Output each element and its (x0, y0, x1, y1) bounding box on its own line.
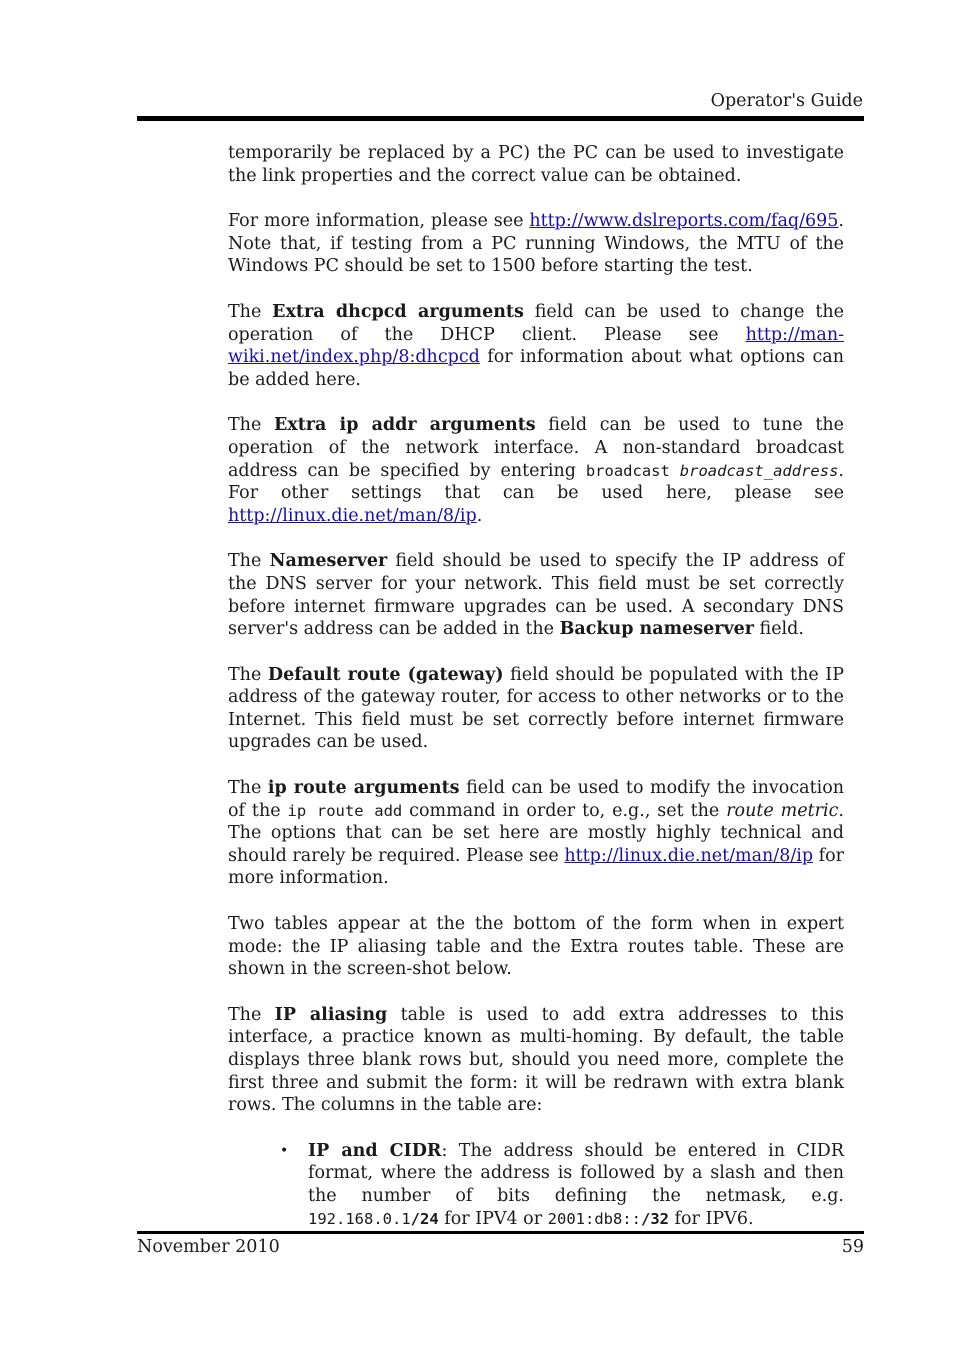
ip-manual-link[interactable]: http://linux.die.net/man/8/ip (228, 505, 477, 526)
page-number: 59 (841, 1237, 864, 1257)
term-ip-and-cidr: IP and CIDR (308, 1140, 442, 1161)
term-backup-nameserver: Backup nameserver (559, 619, 754, 640)
header-title: Operator's Guide (710, 91, 863, 111)
term-default-route: Default route (gateway) (267, 664, 504, 685)
footer-date: November 2010 (137, 1237, 280, 1257)
term-extra-ip-addr-arguments: Extra ip addr arguments (273, 415, 536, 436)
dslreports-link[interactable]: http://www.dslreports.com/faq/695 (529, 211, 839, 232)
term-extra-dhcpcd-arguments: Extra dhcpcd arguments (272, 301, 524, 322)
list-item: • IP and CIDR: The address should be entered in CIDR format, where the address is followed by a slash and then the number of bits defining the netmask, e.g. 192.168.0.1/24 for IPV4 or 2001:db8::/32 for IPV6. (280, 1140, 845, 1229)
code-ipv4-example: 192.168.0.1/24 (308, 1209, 439, 1228)
term-route-metric: route metric (726, 800, 839, 821)
code-ipv6-example: 2001:db8::/32 (547, 1209, 669, 1228)
columns-list (228, 1140, 844, 1230)
term-nameserver: Nameserver (269, 551, 388, 572)
code-broadcast: broadcast (585, 461, 670, 480)
bullet-marker: • (280, 1142, 289, 1159)
paragraph-ip-aliasing: The IP aliasing table is used to add extra addresses to this interface, a practice known as multi-homing. By default, the table displays three blank rows but, should you need more, complete the first three and submit the form: it will be redrawn with extra blank rows. The columns in the table are: (228, 1004, 844, 1116)
footer-rule (137, 1231, 864, 1234)
code-ip-route-add: ip route add (287, 801, 403, 820)
paragraph-more-information: For more information, please see http://www.dslreports.com/faq/695. Note that, if testing from a PC running Windows, the MTU of the Windows PC should be set to 1500 before starting the test. (228, 211, 844, 277)
ip-manual-link-2[interactable]: http://linux.die.net/man/8/ip (564, 845, 814, 866)
term-ip-aliasing: IP aliasing (274, 1004, 388, 1025)
page-content (228, 142, 844, 1230)
term-ip-route-arguments: ip route arguments (267, 778, 460, 799)
header-rule (137, 116, 864, 121)
paragraph-default-route: The Default route (gateway) field should be populated with the IP address of the gateway router, for access to other networks or to the Internet. This field must be set correctly before internet firmware upgrades can be used. (228, 664, 844, 753)
paragraph-ip-route: The ip route arguments field can be used to modify the invocation of the ip route add command in order to, e.g., set the route metric. The options that can be set here are mostly highly technical and should rarely be required. Please see http://linux.die.net/man/8/ip for more information. (228, 778, 845, 889)
paragraph-link-properties: temporarily be replaced by a PC) the PC can be used to investigate the link properties and the correct value can be obtained. (228, 143, 844, 186)
dhcpcd-manual-link[interactable]: http://man-wiki.net/index.php/8:dhcpcd (228, 324, 844, 368)
paragraph-extra-ip-addr: The Extra ip addr arguments field can be used to tune the operation of the network interface. A non-standard broadcast address can be specified by entering broadcast broadcast_address. For other settings that can be used here, please see http://linux.die.net/man/8/ip. (228, 415, 844, 526)
code-broadcast-address: broadcast_address (679, 461, 839, 480)
paragraph-two-tables: Two tables appear at the the bottom of the form when in expert mode: the IP aliasing table and the Extra routes table. These are shown in the screen-shot below. (228, 914, 844, 980)
paragraph-nameserver: The Nameserver field should be used to specify the IP address of the DNS server for your network. This field must be set correctly before internet firmware upgrades can be used. A secondary DNS server's address can be added in the Backup nameserver field. (228, 551, 844, 640)
paragraph-extra-dhcpcd: The Extra dhcpcd arguments field can be used to change the operation of the DHCP client. Please see http://man-wiki.net/index.php/8:dhcpcd for information about what options can be added here. (228, 301, 844, 390)
